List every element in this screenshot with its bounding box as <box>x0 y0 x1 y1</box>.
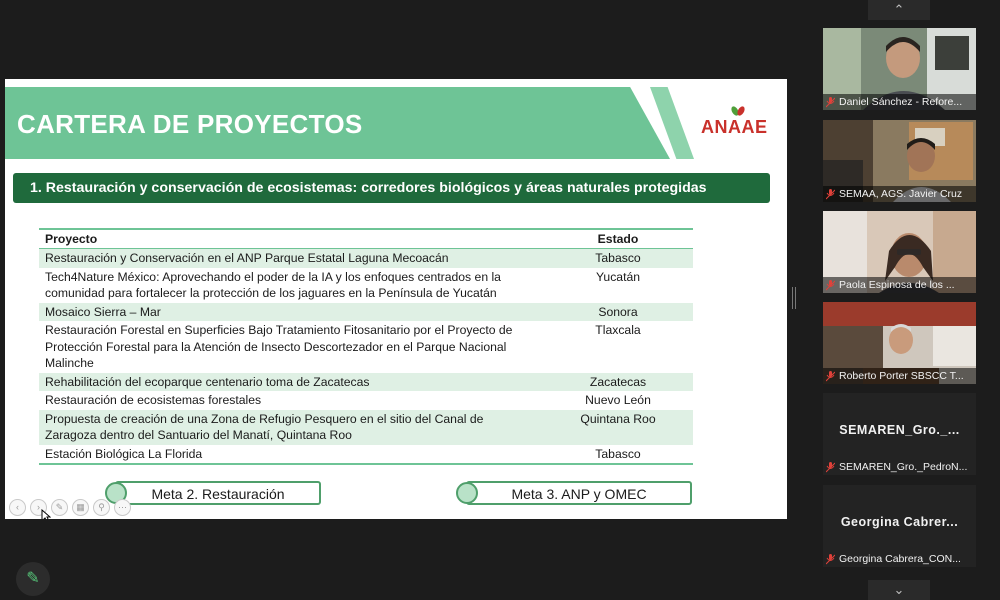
panel-resize-handle[interactable] <box>792 287 796 309</box>
slide-title: CARTERA DE PROYECTOS <box>17 109 363 139</box>
table-row <box>39 391 693 410</box>
mic-muted-icon <box>826 554 835 565</box>
chevron-up-icon[interactable]: ⌃ <box>868 0 930 20</box>
participant-display-name: Georgina Cabrer... <box>840 515 959 529</box>
meta-2-badge <box>115 481 321 505</box>
participant-name-bar <box>823 368 976 384</box>
table-row <box>39 249 693 268</box>
participant-name-bar <box>823 551 976 567</box>
mic-muted-icon <box>826 189 835 200</box>
mic-muted-icon <box>826 97 835 108</box>
project-table <box>39 228 693 465</box>
participant-tile[interactable] <box>823 302 976 384</box>
table-row <box>39 303 693 322</box>
project-name: Propuesta de creación de una Zona de Refugio Pesquero en el sitio del Canal de Zaragoza dentro del Santuario del Manatí, Quintana Roo <box>39 410 543 445</box>
project-name: Tech4Nature México: Aprovechando el poder de la IA y los enfoques centrados en la comunidad para fortalecer la protección de los jaguares en la Península de Yucatán <box>45 269 501 300</box>
participant-name: Georgina Cabrera_CON... <box>839 553 961 565</box>
table-row <box>39 410 693 445</box>
project-state: Tlaxcala <box>595 323 641 337</box>
more-options-icon[interactable]: ⋯ <box>114 499 131 516</box>
mic-muted-icon <box>826 462 835 473</box>
participant-tile[interactable] <box>823 120 976 202</box>
project-name: Rehabilitación del ecoparque centenario toma de Zacatecas <box>39 373 543 392</box>
project-state: Zacatecas <box>543 373 693 392</box>
table-row <box>39 268 693 303</box>
participant-name: SEMAREN_Gro._PedroN... <box>839 461 968 473</box>
zoom-icon[interactable]: ⚲ <box>93 499 110 516</box>
mic-muted-icon <box>826 280 835 291</box>
next-slide-icon[interactable]: › <box>30 499 47 516</box>
project-state: Tabasco <box>543 249 693 268</box>
slide-toolbar <box>9 499 131 517</box>
project-name: Restauración Forestal en Superficies Bajo Tratamiento Fitosanitario por el Proyecto de Protección Forestal para la Atención de Insecto Descortezador en el Parque Nacional Malinche <box>45 323 513 370</box>
brand-logo <box>701 103 775 139</box>
project-state: Nuevo León <box>585 393 651 407</box>
table-row <box>39 321 693 373</box>
section-title: 1. Restauración y conservación de ecosistemas: corredores biológicos y áreas naturales protegidas <box>30 180 707 196</box>
table-row <box>39 373 693 392</box>
project-state: Sonora <box>543 303 693 322</box>
prev-slide-icon[interactable]: ‹ <box>9 499 26 516</box>
brand-logo-text: ANAAE <box>701 117 768 137</box>
meta-3-badge <box>466 481 692 505</box>
section-bar <box>13 173 770 203</box>
participant-tile[interactable] <box>823 485 976 567</box>
participant-name-bar <box>823 277 976 293</box>
project-state: Tabasco <box>543 445 693 465</box>
project-name: Estación Biológica La Florida <box>39 445 543 465</box>
mouse-cursor-icon <box>41 509 51 519</box>
participant-name-bar <box>823 186 976 202</box>
participant-name: Paola Espinosa de los ... <box>839 279 955 291</box>
project-state: Yucatán <box>595 269 641 284</box>
participant-tile[interactable] <box>823 211 976 293</box>
participant-name-bar <box>823 94 976 110</box>
meta-2-label: Meta 2. Restauración <box>151 486 285 502</box>
project-name: Mosaico Sierra – Mar <box>39 303 543 322</box>
project-name: Restauración y Conservación en el ANP Parque Estatal Laguna Mecoacán <box>39 249 543 268</box>
table-row <box>39 445 693 465</box>
pencil-icon[interactable]: ✎ <box>16 562 50 596</box>
pen-icon[interactable]: ✎ <box>51 499 68 516</box>
participant-name-bar <box>823 459 976 475</box>
participant-name: SEMAA, AGS. Javier Cruz <box>839 188 963 200</box>
table-header-row <box>39 229 693 249</box>
participant-display-name: SEMAREN_Gro._... <box>839 423 960 437</box>
participant-name: Roberto Porter SBSCC T... <box>839 370 964 382</box>
project-name: Restauración de ecosistemas forestales <box>45 393 262 407</box>
column-header-estado: Estado <box>543 229 693 249</box>
chevron-down-icon[interactable]: ⌄ <box>868 580 930 600</box>
participant-name: Daniel Sánchez - Refore... <box>839 96 963 108</box>
mic-muted-icon <box>826 371 835 382</box>
project-state: Quintana Roo <box>543 410 693 445</box>
participant-tile[interactable] <box>823 393 976 475</box>
leaf-icon <box>731 105 745 117</box>
participant-tile[interactable] <box>823 28 976 110</box>
meta-3-label: Meta 3. ANP y OMEC <box>511 486 647 502</box>
column-header-proyecto: Proyecto <box>39 229 543 249</box>
shared-slide <box>5 79 787 519</box>
slides-grid-icon[interactable]: ▦ <box>72 499 89 516</box>
